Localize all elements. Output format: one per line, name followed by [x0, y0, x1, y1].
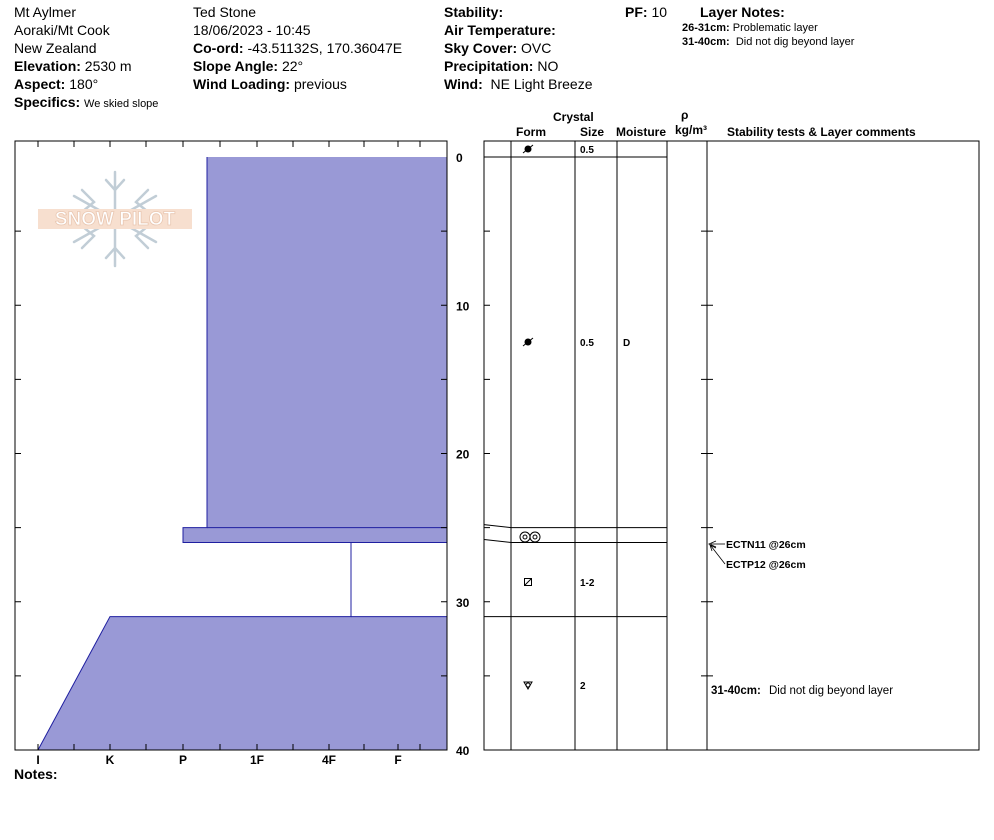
- elevation-label: Elevation:: [14, 58, 81, 74]
- hardness-tick-label: I: [36, 753, 40, 767]
- precip-label: Precipitation:: [444, 58, 534, 74]
- test-result: ECTP12 @26cm: [726, 559, 806, 571]
- depth-tick-label: 30: [456, 595, 470, 610]
- air-temp-label: Air Temperature:: [444, 22, 556, 38]
- icon-part: [530, 532, 540, 542]
- hardness-axis: [36, 753, 401, 767]
- test-result: ECTN11 @26cm: [726, 539, 806, 551]
- layer-note-text: Did not dig beyond layer: [735, 36, 855, 48]
- layer-comment-range: 31-40cm:: [711, 685, 761, 697]
- hardness-tick-label: F: [394, 753, 402, 767]
- icon-part: [523, 535, 527, 539]
- hardness-profile: [38, 157, 447, 750]
- hardness-tick-label: 4F: [321, 753, 337, 767]
- depth-tick-label: 10: [456, 299, 470, 314]
- col-size: Size: [580, 125, 605, 139]
- layer-note-range: 31-40cm:: [682, 36, 730, 48]
- elevation-value: 2530 m: [84, 58, 132, 74]
- aspect-value: 180°: [69, 76, 99, 92]
- layer-moisture: D: [623, 338, 631, 349]
- col-rho: ρ: [681, 108, 689, 122]
- col-crystal: Crystal: [553, 110, 594, 124]
- coord-value: -43.51132S, 170.36047E: [247, 40, 403, 56]
- snowpilot-logo: [38, 172, 192, 266]
- slope-value: 22°: [281, 58, 304, 74]
- test-arrow: [711, 546, 725, 564]
- slope-label: Slope Angle:: [193, 58, 279, 74]
- icon-part: [533, 535, 537, 539]
- col-moisture: Moisture: [616, 125, 667, 139]
- depth-axis: [456, 151, 470, 758]
- decomposing-fragments-icon: [523, 338, 533, 346]
- stability-tests: [709, 539, 806, 571]
- location-range: Aoraki/Mt Cook: [14, 22, 110, 38]
- layer-size: 1-2: [580, 578, 595, 589]
- col-form: Form: [516, 125, 546, 139]
- hardness-tick-label: P: [178, 753, 188, 767]
- faceted-crystals-icon: [525, 579, 532, 586]
- layer-notes-title: Layer Notes:: [700, 4, 785, 20]
- layer-size: 0.5: [580, 145, 594, 156]
- logo-text: SNOW PILOT: [54, 209, 176, 230]
- hardness-tick-label: K: [105, 753, 115, 767]
- depth-tick-label: 0: [456, 151, 463, 165]
- wind-value: NE Light Breeze: [490, 76, 593, 92]
- depth-hoar-icon: [524, 682, 532, 689]
- stability-label: Stability:: [444, 4, 504, 20]
- col-density-unit: kg/m³: [675, 123, 708, 137]
- specifics-value: We skied slope: [84, 98, 159, 110]
- pf-label: PF:: [625, 4, 648, 20]
- icon-part: [520, 532, 530, 542]
- layer-boundary-connector: [484, 539, 511, 542]
- wind-loading-label: Wind Loading:: [193, 76, 291, 92]
- layer-table-frame: [484, 141, 979, 750]
- depth-tick-label: 40: [456, 744, 470, 758]
- sky-label: Sky Cover:: [444, 40, 518, 56]
- coord-label: Co-ord:: [193, 40, 244, 56]
- hardness-tick-label: 1F: [249, 753, 265, 767]
- layer-table-columns: [511, 141, 707, 750]
- location-peak: Mt Aylmer: [14, 4, 76, 20]
- layer-size: 2: [580, 681, 586, 692]
- specifics-label: Specifics:: [14, 94, 81, 110]
- pf-value: 10: [651, 4, 668, 20]
- notes-label: Notes:: [14, 766, 58, 782]
- observation-datetime: 18/06/2023 - 10:45: [193, 22, 311, 38]
- wind-loading-value: previous: [293, 76, 347, 92]
- melt-freeze-crust-icon: [520, 532, 540, 542]
- col-stability: Stability tests & Layer comments: [727, 125, 916, 139]
- layer-note-text: Problematic layer: [732, 22, 818, 34]
- table-ticks: [484, 231, 713, 676]
- layer-note-range: 26-31cm:: [682, 22, 730, 34]
- wind-label: Wind:: [444, 76, 483, 92]
- icon-part: [526, 683, 530, 687]
- location-country: New Zealand: [14, 40, 97, 56]
- hardness-area: [38, 157, 447, 750]
- sky-value: OVC: [521, 40, 552, 56]
- layer-comment-text: Did not dig beyond layer: [769, 685, 894, 697]
- depth-tick-label: 20: [456, 447, 470, 462]
- layer-comment: [711, 685, 893, 697]
- decomposing-fragments-icon: [523, 145, 533, 153]
- precip-value: NO: [537, 58, 559, 74]
- icon-part: [525, 579, 532, 586]
- aspect-label: Aspect:: [14, 76, 66, 92]
- layer-size: 0.5: [580, 338, 594, 349]
- observer-name: Ted Stone: [193, 4, 257, 20]
